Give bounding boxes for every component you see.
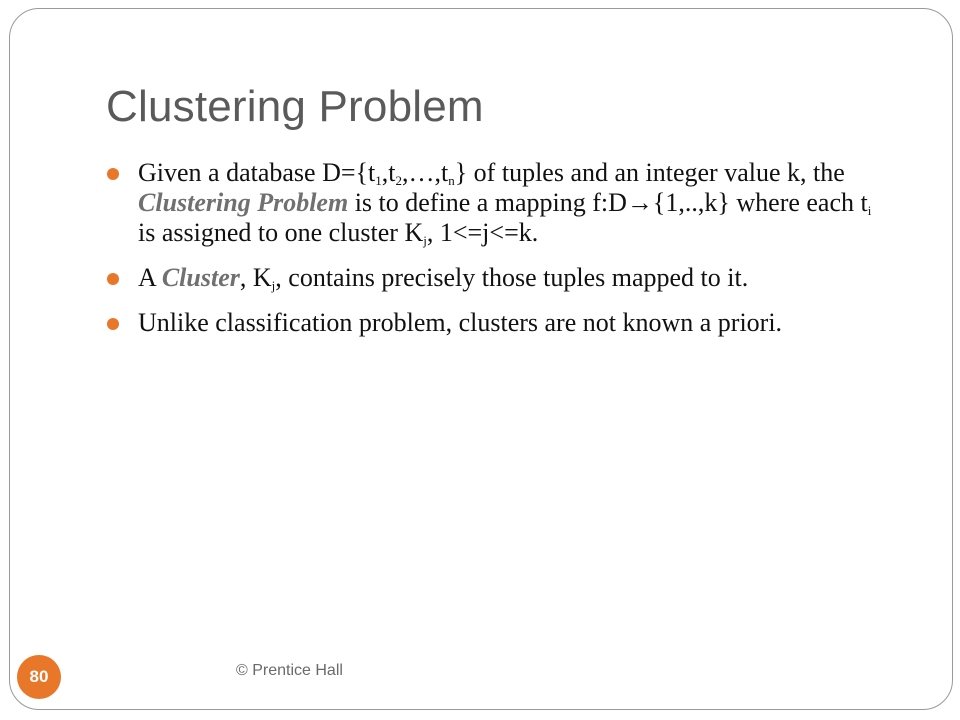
bullet-list (105, 158, 885, 353)
emphasis-text: Cluster (161, 263, 240, 292)
bullet-dot-icon (107, 273, 119, 285)
bullet-text: A (138, 263, 162, 292)
bullet-text: Given a database D={t (138, 158, 376, 187)
bullet-text: {1,..,k} where each t (652, 188, 868, 217)
bullet-item-cluster (105, 263, 885, 293)
bullet-text: , 1<=j<=k. (426, 218, 539, 247)
bullet-dot-icon (107, 318, 119, 330)
subscript: n (448, 173, 455, 188)
subscript: 2 (395, 173, 402, 188)
footer-copyright: © Prentice Hall (236, 662, 343, 679)
subscript: i (867, 203, 872, 218)
bullet-dot-icon (107, 168, 119, 180)
subscript: j (271, 278, 276, 293)
bullet-text: ,t (381, 158, 396, 187)
bullet-text: is assigned to one cluster K (138, 218, 424, 247)
arrow-icon: → (626, 188, 653, 217)
slide-title: Clustering Problem (106, 82, 484, 131)
bullet-item-unlike (105, 308, 885, 338)
page-number-badge: 80 (17, 655, 61, 699)
bullet-text: , contains precisely those tuples mapped to it. (275, 263, 749, 292)
emphasis-text: Clustering Problem (138, 188, 349, 217)
subscript: 1 (375, 173, 382, 188)
bullet-text: Unlike classification problem, clusters are not known a priori. (138, 308, 783, 337)
bullet-text: , K (239, 263, 272, 292)
bullet-text: is to define a mapping f:D (348, 188, 627, 217)
bullet-text: ,…,t (401, 158, 449, 187)
subscript: j (423, 233, 427, 248)
bullet-item-definition (105, 158, 885, 248)
bullet-text: } of tuples and an integer value k, the (454, 158, 845, 187)
